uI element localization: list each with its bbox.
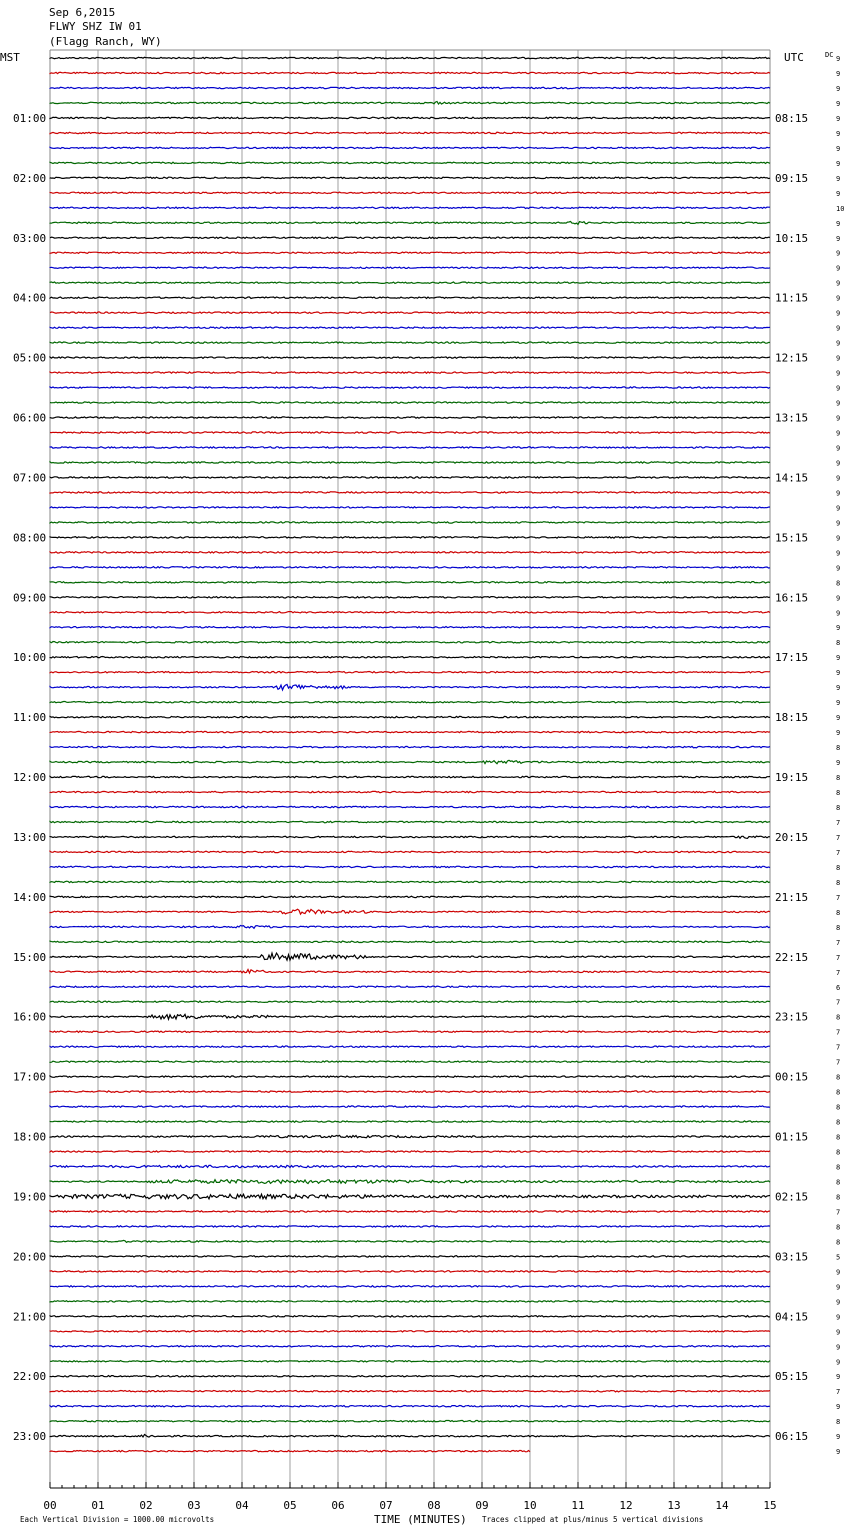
x-tick-label: 11 <box>571 1499 585 1512</box>
dc-offset-value: 9 <box>836 654 841 663</box>
dc-offset-value: 7 <box>836 953 841 962</box>
trace-line <box>50 297 770 298</box>
trace-line <box>50 1106 770 1107</box>
x-tick-label: 03 <box>187 1499 201 1512</box>
trace-line <box>50 1135 770 1137</box>
trace-line <box>50 402 770 403</box>
dc-offset-value: 9 <box>836 1343 841 1352</box>
trace-line <box>50 447 770 448</box>
x-tick-label: 06 <box>331 1499 345 1512</box>
trace-line <box>50 1346 770 1347</box>
trace-line <box>50 1211 770 1212</box>
dc-offset-value: 8 <box>836 878 841 887</box>
trace-group <box>50 57 770 1452</box>
dc-offset-value: 7 <box>836 893 841 902</box>
dc-offset-value: 9 <box>836 55 841 63</box>
dc-offset-value: 9 <box>836 264 841 273</box>
dc-offset-value: 7 <box>836 968 841 977</box>
dc-offset-value: 8 <box>836 923 841 932</box>
trace-line <box>50 477 770 478</box>
x-tick-label: 15 <box>763 1499 777 1512</box>
trace-line <box>50 716 770 717</box>
hour-label-left: 13:00 <box>13 831 47 844</box>
dc-offset-value: 7 <box>836 1043 841 1052</box>
dc-offset-value: 9 <box>836 459 841 468</box>
dc-offset-value: 7 <box>836 834 841 842</box>
dc-offset-value: 9 <box>836 144 841 153</box>
dc-offset-value: 9 <box>836 159 841 168</box>
trace-line <box>50 147 770 148</box>
trace-line <box>50 791 770 792</box>
dc-offset-value: 9 <box>836 504 841 513</box>
dc-offset-value: 8 <box>836 1193 841 1202</box>
trace-line <box>50 1031 770 1032</box>
hour-label-right: 00:15 <box>775 1070 809 1084</box>
x-tick-label: 04 <box>235 1499 249 1512</box>
trace-line <box>50 760 770 763</box>
dc-offset-value: 8 <box>836 1238 841 1247</box>
dc-offset-value: 8 <box>836 1103 841 1112</box>
trace-line <box>50 387 770 388</box>
dc-offset-value: 9 <box>836 429 841 438</box>
dc-offset-value: 8 <box>836 1073 841 1082</box>
hour-label-left: 17:00 <box>13 1070 47 1084</box>
trace-line <box>50 192 770 193</box>
left-timezone-label: MST <box>0 51 20 64</box>
footer-scale-note: Each Vertical Division = 1000.00 microvolts <box>20 1515 215 1524</box>
trace-line <box>50 267 770 268</box>
trace-line <box>50 582 770 583</box>
trace-line <box>50 896 770 897</box>
hour-label-left: 22:00 <box>13 1370 47 1384</box>
dc-offset-value: 9 <box>836 114 841 123</box>
dc-offset-value: 9 <box>836 1298 841 1307</box>
x-tick-label: 07 <box>379 1499 393 1512</box>
dc-offset-value: 9 <box>836 669 841 678</box>
trace-line <box>50 657 770 658</box>
trace-line <box>50 1240 770 1242</box>
hour-label-right: 11:15 <box>775 291 809 305</box>
hour-label-right: 13:15 <box>775 411 809 425</box>
dc-offset-value: 9 <box>836 474 841 483</box>
dc-offset-value: 8 <box>836 1418 841 1427</box>
minute-grid <box>50 50 770 1488</box>
trace-line <box>50 1180 770 1184</box>
dc-offset-value: 8 <box>836 908 841 917</box>
dc-offset-value: 9 <box>836 489 841 498</box>
hour-label-left: 02:00 <box>13 171 47 185</box>
dc-offset-column <box>836 55 844 1456</box>
dc-offset-value: 9 <box>836 294 841 303</box>
hour-label-left: 18:00 <box>13 1130 47 1144</box>
trace-line <box>50 1331 770 1332</box>
trace-line <box>50 417 770 418</box>
station-label: FLWY SHZ IW 01 <box>49 20 142 33</box>
dc-offset-value: 9 <box>836 594 841 603</box>
trace-line <box>50 1391 770 1392</box>
trace-line <box>50 1151 770 1152</box>
hour-label-right: 03:15 <box>775 1250 809 1264</box>
trace-line <box>50 1361 770 1362</box>
hour-label-left: 11:00 <box>13 711 47 725</box>
hour-label-left: 10:00 <box>13 651 47 665</box>
dc-offset-value: 7 <box>836 1028 841 1037</box>
dc-offset-value: 9 <box>836 519 841 528</box>
trace-line <box>50 462 770 463</box>
dc-offset-value: 8 <box>836 1223 841 1232</box>
trace-line <box>50 87 770 88</box>
trace-line <box>50 612 770 613</box>
trace-line <box>50 1435 770 1438</box>
dc-offset-value: 9 <box>836 444 841 453</box>
trace-line <box>50 701 770 702</box>
hour-label-right: 12:15 <box>775 351 809 365</box>
hour-label-right: 04:15 <box>775 1310 809 1324</box>
trace-line <box>50 1061 770 1062</box>
dc-offset-value: 8 <box>836 1178 841 1187</box>
hour-label-left: 12:00 <box>13 771 47 784</box>
trace-line <box>50 925 770 928</box>
dc-offset-value: 7 <box>836 1388 841 1397</box>
dc-offset-value: 9 <box>836 759 841 768</box>
dc-offset-value: 9 <box>836 249 841 258</box>
dc-offset-value: 8 <box>836 1088 841 1097</box>
dc-offset-value: 8 <box>836 774 841 782</box>
dc-offset-value: 9 <box>836 714 841 723</box>
trace-line <box>50 836 770 838</box>
hour-label-left: 09:00 <box>13 591 47 605</box>
dc-offset-value: 9 <box>836 99 841 108</box>
trace-line <box>50 162 770 163</box>
hour-label-right: 22:15 <box>775 950 809 964</box>
trace-line <box>50 627 770 628</box>
x-tick-label: 09 <box>475 1499 489 1512</box>
x-tick-label: 00 <box>43 1499 57 1512</box>
dc-offset-value: 9 <box>836 1313 841 1322</box>
dc-offset-value: 9 <box>836 549 841 558</box>
trace-line <box>50 970 770 974</box>
trace-line <box>50 237 770 238</box>
hour-label-right: 20:15 <box>775 831 809 844</box>
trace-line <box>50 357 770 358</box>
trace-line <box>50 1301 770 1302</box>
trace-line <box>50 881 770 882</box>
dc-offset-value: 6 <box>836 983 841 992</box>
dc-offset-value: 8 <box>836 1133 841 1142</box>
trace-line <box>50 776 770 777</box>
trace-line <box>50 312 770 313</box>
hour-label-right: 23:15 <box>775 1010 809 1024</box>
dc-offset-value: 9 <box>836 129 841 138</box>
dc-offset-value: 7 <box>836 998 841 1007</box>
trace-line <box>50 684 770 690</box>
trace-line <box>50 327 770 328</box>
dc-offset-value: 9 <box>836 189 841 198</box>
trace-line <box>50 1316 770 1317</box>
dc-offset-value: 9 <box>836 384 841 393</box>
x-tick-label: 08 <box>427 1499 441 1512</box>
dc-offset-value: 9 <box>836 1358 841 1367</box>
dc-offset-value: 8 <box>836 863 841 872</box>
dc-offset-value: 7 <box>836 1208 841 1217</box>
hour-label-right: 05:15 <box>775 1370 809 1384</box>
dc-offset-value: 9 <box>836 85 841 93</box>
trace-line <box>50 132 770 133</box>
hour-label-right: 21:15 <box>775 890 809 904</box>
dc-offset-value: 7 <box>836 1058 841 1067</box>
x-tick-label: 10 <box>523 1499 537 1512</box>
hour-label-left: 08:00 <box>13 531 47 545</box>
trace-line <box>50 941 770 942</box>
trace-line <box>50 1001 770 1002</box>
dc-offset-value: 5 <box>836 1253 841 1262</box>
dc-offset-value: 9 <box>836 1448 841 1457</box>
right-timezone-label: UTC <box>784 51 804 64</box>
hour-label-left: 14:00 <box>13 890 47 904</box>
dc-offset-value: 9 <box>836 219 841 228</box>
trace-line <box>50 1121 770 1122</box>
dc-offset-value: 9 <box>836 369 841 378</box>
hour-label-right: 14:15 <box>775 471 809 485</box>
x-axis <box>43 1482 776 1512</box>
dc-offset-value: 9 <box>836 279 841 288</box>
hour-label-left: 03:00 <box>13 231 47 245</box>
trace-line <box>50 537 770 538</box>
dc-offset-value: 8 <box>836 804 841 812</box>
dc-offset-value: 9 <box>836 534 841 543</box>
trace-line <box>50 821 770 822</box>
dc-offset-value: 9 <box>836 1403 841 1412</box>
trace-line <box>50 567 770 568</box>
hour-label-right: 08:15 <box>775 111 809 125</box>
trace-line <box>50 1406 770 1407</box>
dc-offset-value: 8 <box>836 1118 841 1127</box>
trace-line <box>50 1165 770 1167</box>
dc-offset-value: 9 <box>836 324 841 333</box>
hour-label-right: 02:15 <box>775 1190 809 1204</box>
dc-offset-value: 9 <box>836 699 841 708</box>
hour-label-left: 07:00 <box>13 471 47 485</box>
trace-line <box>50 597 770 598</box>
dc-offset-value: 8 <box>836 1163 841 1172</box>
dc-offset-value: 9 <box>836 609 841 618</box>
dc-offset-value: 8 <box>836 744 841 753</box>
dc-offset-value: 7 <box>836 819 841 827</box>
trace-line <box>50 372 770 373</box>
footer-clip-note: Traces clipped at plus/minus 5 vertical divisions <box>482 1515 704 1524</box>
trace-line <box>50 252 770 253</box>
trace-line <box>50 806 770 807</box>
dc-offset-value: 9 <box>836 729 841 738</box>
trace-line <box>50 117 770 118</box>
trace-line <box>50 1256 770 1257</box>
trace-line <box>50 851 770 852</box>
trace-line <box>50 507 770 508</box>
dc-offset-value: 9 <box>836 339 841 348</box>
hour-label-left: 23:00 <box>13 1430 47 1444</box>
hour-label-right: 15:15 <box>775 531 809 545</box>
hour-label-right: 19:15 <box>775 771 809 784</box>
dc-offset-value: 9 <box>836 1268 841 1277</box>
dc-offset-value: 9 <box>836 1373 841 1382</box>
x-tick-label: 12 <box>619 1499 633 1512</box>
dc-offset-value: 9 <box>836 414 841 423</box>
hour-label-left: 19:00 <box>13 1190 47 1204</box>
dc-offset-value: 9 <box>836 564 841 573</box>
trace-line <box>50 552 770 553</box>
x-tick-label: 01 <box>91 1499 105 1512</box>
trace-line <box>50 522 770 523</box>
x-tick-label: 02 <box>139 1499 153 1512</box>
trace-line <box>50 207 770 208</box>
trace-line <box>50 492 770 493</box>
x-tick-label: 14 <box>715 1499 729 1512</box>
dc-offset-value: 10 <box>836 204 845 213</box>
trace-line <box>50 986 770 987</box>
trace-line <box>50 672 770 673</box>
dc-offset-value: 9 <box>836 399 841 408</box>
dc-offset-value: 9 <box>836 174 841 183</box>
trace-line <box>50 57 770 58</box>
trace-line <box>50 432 770 433</box>
hour-label-right: 18:15 <box>775 711 809 725</box>
hour-label-left: 05:00 <box>13 351 47 365</box>
dc-offset-value: 9 <box>836 70 841 78</box>
location-label: (Flagg Ranch, WY) <box>49 35 162 48</box>
dc-offset-value: 8 <box>836 579 841 588</box>
trace-line <box>50 282 770 283</box>
dc-offset-value: 9 <box>836 624 841 633</box>
dc-offset-value: 9 <box>836 1433 841 1442</box>
hour-label-right: 16:15 <box>775 591 809 605</box>
hour-label-right: 01:15 <box>775 1130 809 1144</box>
trace-line <box>50 1421 770 1422</box>
trace-line <box>50 1014 770 1019</box>
hour-label-left: 21:00 <box>13 1310 47 1324</box>
trace-line <box>50 72 770 73</box>
hour-label-right: 09:15 <box>775 171 809 185</box>
x-tick-label: 13 <box>667 1499 681 1512</box>
hour-label-left: 01:00 <box>13 111 47 125</box>
trace-line <box>50 342 770 343</box>
trace-line <box>50 102 770 105</box>
hour-label-left: 06:00 <box>13 411 47 425</box>
trace-line <box>50 866 770 867</box>
trace-line <box>50 1226 770 1227</box>
trace-line <box>50 1046 770 1047</box>
trace-line <box>50 222 770 225</box>
dc-offset-value: 9 <box>836 684 841 693</box>
dc-offset-value: 8 <box>836 1148 841 1157</box>
trace-line <box>50 1286 770 1287</box>
hour-label-left: 20:00 <box>13 1250 47 1264</box>
date-label: Sep 6,2015 <box>49 6 116 19</box>
trace-line <box>50 746 770 747</box>
dc-offset-value: 8 <box>836 789 841 797</box>
trace-line <box>50 909 770 914</box>
trace-line <box>50 1076 770 1077</box>
dc-offset-value: 9 <box>836 1328 841 1337</box>
dc-offset-value: 9 <box>836 354 841 363</box>
hour-label-right: 17:15 <box>775 651 809 665</box>
trace-line <box>50 642 770 643</box>
hour-label-left: 04:00 <box>13 291 47 305</box>
dc-offset-value: 9 <box>836 1283 841 1292</box>
x-tick-label: 05 <box>283 1499 297 1512</box>
dc-offset-value: 7 <box>836 938 841 947</box>
hour-label-left: 15:00 <box>13 950 47 964</box>
trace-line <box>50 1271 770 1272</box>
dc-offset-value: 8 <box>836 639 841 648</box>
trace-line <box>50 1194 770 1199</box>
trace-line <box>50 1091 770 1092</box>
dc-offset-value: 8 <box>836 1013 841 1022</box>
hour-label-right: 06:15 <box>775 1430 809 1444</box>
x-axis-title: TIME (MINUTES) <box>374 1513 467 1526</box>
dc-offset-value: 9 <box>836 309 841 318</box>
dc-label: DC <box>825 51 834 59</box>
trace-line <box>50 953 770 960</box>
trace-line <box>50 731 770 732</box>
hour-label-right: 10:15 <box>775 231 809 245</box>
dc-offset-value: 7 <box>836 848 841 857</box>
dc-offset-value: 9 <box>836 234 841 243</box>
trace-line <box>50 177 770 178</box>
hour-label-left: 16:00 <box>13 1010 47 1024</box>
trace-line <box>50 1376 770 1377</box>
